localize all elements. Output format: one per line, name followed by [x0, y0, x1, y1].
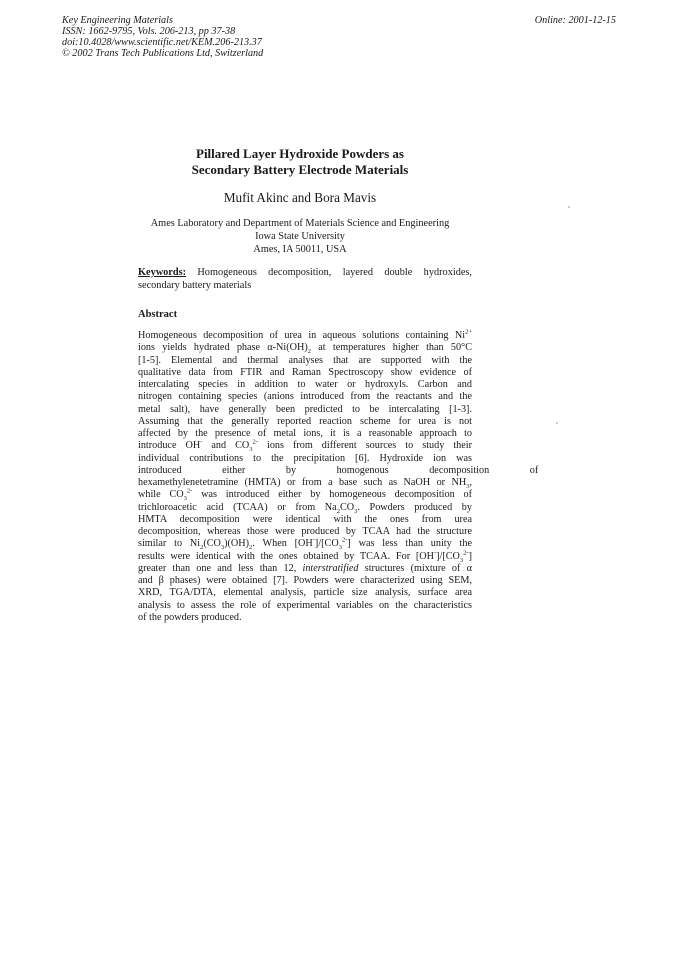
copyright-line: © 2002 Trans Tech Publications Ltd, Switzerland [62, 48, 264, 59]
abstract-body [138, 328, 539, 624]
abstract-line: trichloroacetic acid (TCAA) or from $Na_2CO_3$. Powders produced by [138, 501, 472, 515]
abstract-line: introduce OH- and $CO_3^{2-}$ ions from different sources to study their [138, 438, 472, 454]
abstract-line: and β phases) were obtained [7]. Powders were characterized using SEM, [138, 575, 472, 586]
abstract-heading: Abstract [138, 309, 178, 320]
abstract-line: results were identical with the ones obtained by TCAA. For $[OH^-]/[CO_3^{2-}]$ [138, 549, 472, 564]
affiliation [0, 217, 600, 256]
abstract-line: metal salt), have generally been predicted to be intercalating [1-3]. [138, 403, 472, 415]
abstract-line: individual contributions to the precipitation [6]. Hydroxide ion was [138, 452, 472, 464]
affiliation-line-1: Ames Laboratory and Department of Materials Science and Engineering [150, 218, 450, 229]
abstract-line: [1-5]. Elemental and thermal analyses that are supported with the [138, 354, 472, 366]
keywords [138, 267, 472, 292]
keywords-text: Homogeneous decomposition, layered double hydroxides, secondary battery materials [138, 267, 473, 291]
journal-header [62, 15, 263, 59]
abstract-line: Homogeneous decomposition of urea in aqueous solutions containing $Ni^{2+}$ [138, 328, 472, 341]
abstract-line: ions yields hydrated phase $\alpha-Ni(OH)_2$ at temperatures higher than 50°C [138, 342, 472, 356]
doi-line: doi:10.4028/www.scientific.net/KEM.206-213.37 [62, 37, 262, 48]
abstract-line: decomposition, whereas those were produced by TCAA had the structure [138, 526, 472, 537]
abstract-line: greater than one and less than 12, interstratified structures (mixture of α [138, 562, 472, 574]
abstract-line: of the powders produced. [138, 611, 242, 623]
abstract-line: introduced either by homogenous decomposition of [138, 464, 539, 476]
abstract-line: analysis to assess the role of experimental variables on the characteristics [138, 599, 472, 611]
abstract-line: HMTA decomposition were identical with the ones from urea [138, 513, 472, 525]
abstract-line: intercalating species in addition to water or hydroxyls. Carbon and [138, 379, 472, 390]
issn-line: ISSN: 1662-9795, Vols. 206-213, pp 37-38 [62, 26, 236, 37]
scan-speck [568, 206, 570, 208]
abstract-line: affected by the presence of metal ions, it is a reasonable approach to [138, 428, 472, 439]
abstract-line: hexamethylenetetramine (HMTA) or from a base such as NaOH or $NH_3$, [138, 477, 472, 491]
abstract-line: nitrogen containing species (anions introduced from the reactants and the [138, 391, 472, 403]
abstract-line: while $CO_3^{2-}$ was introduced either by homogeneous decomposition of [138, 487, 472, 503]
title-line-2: Secondary Battery Electrode Materials [191, 161, 409, 177]
journal-name: Key Engineering Materials [62, 15, 173, 26]
abstract-line: similar to $Ni_2(CO_3)(OH)_2$. When $[OH^-]/[CO_3^{2-}]$ was less than unity the [138, 536, 472, 552]
affiliation-line-3: Ames, IA 50011, USA [253, 244, 347, 255]
keywords-label: Keywords: [138, 267, 187, 278]
abstract-line: Assuming that the generally reported reaction scheme for urea is not [138, 415, 472, 427]
title-line-1: Pillared Layer Hydroxide Powders as [196, 146, 404, 161]
online-date: Online: 2001-12-15 [534, 15, 616, 26]
affiliation-line-2: Iowa State University [255, 231, 345, 242]
abstract-line: qualitative data from FTIR and Raman Spectroscopy show evidence of [138, 366, 472, 378]
scan-speck [556, 422, 558, 424]
authors: Mufit Akinc and Bora Mavis [223, 190, 377, 205]
paper-title [0, 146, 600, 177]
abstract-line: XRD, TGA/DTA, elemental analysis, particle size analysis, surface area [138, 587, 472, 599]
